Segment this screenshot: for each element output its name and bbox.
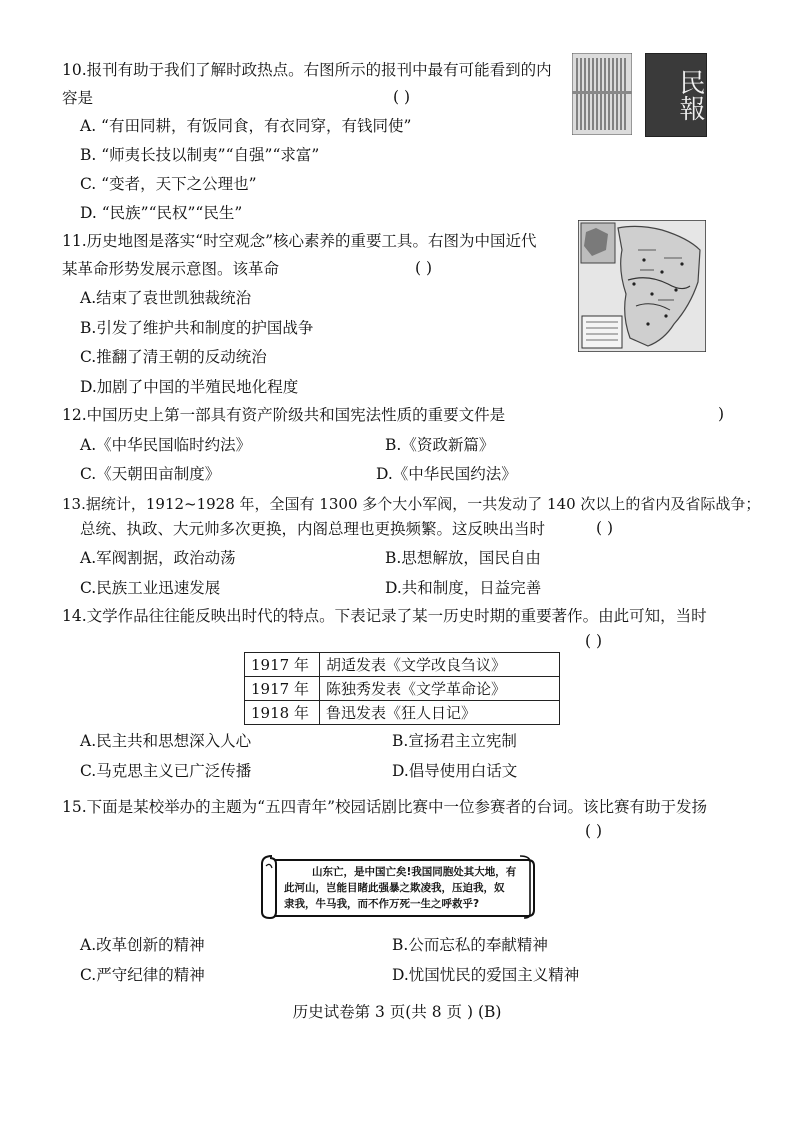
- q13-answer-paren[interactable]: ( ): [596, 519, 614, 537]
- q12-answer-paren[interactable]: ): [718, 405, 725, 423]
- q10-stem-line2: 容是: [62, 89, 94, 107]
- q11-option-a[interactable]: A.结束了袁世凯独裁统治: [80, 289, 252, 307]
- table-cell-year: 1917 年: [245, 653, 320, 677]
- table-cell-event: 鲁迅发表《狂人日记》: [320, 701, 560, 725]
- page-footer: 历史试卷第 3 页(共 8 页 ) (B): [292, 1003, 502, 1021]
- quote-text: [284, 864, 530, 912]
- q13-stem-line1: 13.据统计，1912~1928 年，全国有 1300 多个大小军阀，一共发动了 140 次以上的省内及省际战争；: [62, 495, 761, 513]
- q14-option-b[interactable]: B.宣扬君主立宪制: [392, 732, 517, 750]
- table-cell-event: 胡适发表《文学改良刍议》: [320, 653, 560, 677]
- q13-option-c[interactable]: C.民族工业迅速发展: [80, 579, 221, 597]
- q15-option-d[interactable]: D.忧国忧民的爱国主义精神: [392, 966, 580, 984]
- q11-option-b[interactable]: B.引发了维护共和制度的护国战争: [80, 319, 314, 337]
- quote-line-1: 山东亡，是中国亡矣!我国同胞处其大地，有: [312, 866, 517, 878]
- table-cell-year: 1918 年: [245, 701, 320, 725]
- q10-option-b[interactable]: B. “师夷长技以制夷”“自强”“求富”: [80, 146, 320, 164]
- q15-answer-paren[interactable]: ( ): [585, 822, 603, 840]
- table-row: [245, 677, 560, 701]
- table-cell-event: 陈独秀发表《文学革命论》: [320, 677, 560, 701]
- q12-stem: 12.中国历史上第一部具有资产阶级共和国宪法性质的重要文件是: [62, 406, 506, 424]
- minbao-title: 民報: [675, 69, 705, 121]
- q11-option-c[interactable]: C.推翻了清王朝的反动统治: [80, 348, 267, 366]
- minbao-cover-image: [645, 53, 707, 137]
- q13-stem-line2: 总统、执政、大元帅多次更换，内阁总理也更换频繁。这反映出当时: [80, 520, 546, 538]
- q15-option-a[interactable]: A.改革创新的精神: [80, 936, 205, 954]
- q12-option-b[interactable]: B.《资政新篇》: [385, 436, 495, 454]
- q11-stem-line1: 11.历史地图是落实“时空观念”核心素养的重要工具。右图为中国近代: [62, 232, 537, 250]
- q10-answer-paren[interactable]: ( ): [393, 88, 411, 106]
- q15-stem: 15.下面是某校举办的主题为“五四青年”校园话剧比赛中一位参赛者的台词。该比赛有助于发扬: [62, 798, 708, 816]
- q14-option-c[interactable]: C.马克思主义已广泛传播: [80, 762, 252, 780]
- q11-option-d[interactable]: D.加剧了中国的半殖民地化程度: [80, 378, 299, 396]
- q11-stem-line2: 某革命形势发展示意图。该革命: [62, 260, 280, 278]
- q14-option-d[interactable]: D.倡导使用白话文: [392, 762, 518, 780]
- q10-option-d[interactable]: D. “民族”“民权”“民生”: [80, 204, 243, 222]
- quote-line-2: 此河山，岂能目睹此强暴之欺凌我，压迫我，奴: [284, 882, 505, 894]
- table-row: [245, 701, 560, 725]
- q10-stem-line1: 10.报刊有助于我们了解时政热点。右图所示的报刊中最有可能看到的内: [62, 61, 552, 79]
- quote-line-3: 隶我，牛马我，而不作万死一生之呼救乎?: [284, 898, 480, 910]
- q14-answer-paren[interactable]: ( ): [585, 632, 603, 650]
- revolution-map-image: [578, 220, 706, 352]
- q15-option-b[interactable]: B.公而忘私的奉献精神: [392, 936, 548, 954]
- q13-option-a[interactable]: A.军阀割据，政治动荡: [80, 549, 236, 567]
- q13-option-d[interactable]: D.共和制度，日益完善: [385, 579, 542, 597]
- q14-option-a[interactable]: A.民主共和思想深入人心: [80, 732, 252, 750]
- newspaper-page-image: [572, 53, 632, 135]
- q14-stem: 14.文学作品往往能反映出时代的特点。下表记录了某一历史时期的重要著作。由此可知，当时: [62, 607, 707, 625]
- table-cell-year: 1917 年: [245, 677, 320, 701]
- q13-option-b[interactable]: B.思想解放，国民自由: [385, 549, 541, 567]
- works-table: [244, 652, 560, 725]
- quote-scroll: [258, 852, 538, 920]
- table-row: [245, 653, 560, 677]
- q11-answer-paren[interactable]: ( ): [415, 259, 433, 277]
- q10-option-a[interactable]: A. “有田同耕，有饭同食，有衣同穿，有钱同使”: [80, 117, 412, 135]
- q15-option-c[interactable]: C.严守纪律的精神: [80, 966, 205, 984]
- q10-option-c[interactable]: C. “变者，天下之公理也”: [80, 175, 257, 193]
- q12-option-a[interactable]: A.《中华民国临时约法》: [80, 436, 252, 454]
- q12-option-c[interactable]: C.《天朝田亩制度》: [80, 465, 221, 483]
- q12-option-d[interactable]: D.《中华民国约法》: [376, 465, 517, 483]
